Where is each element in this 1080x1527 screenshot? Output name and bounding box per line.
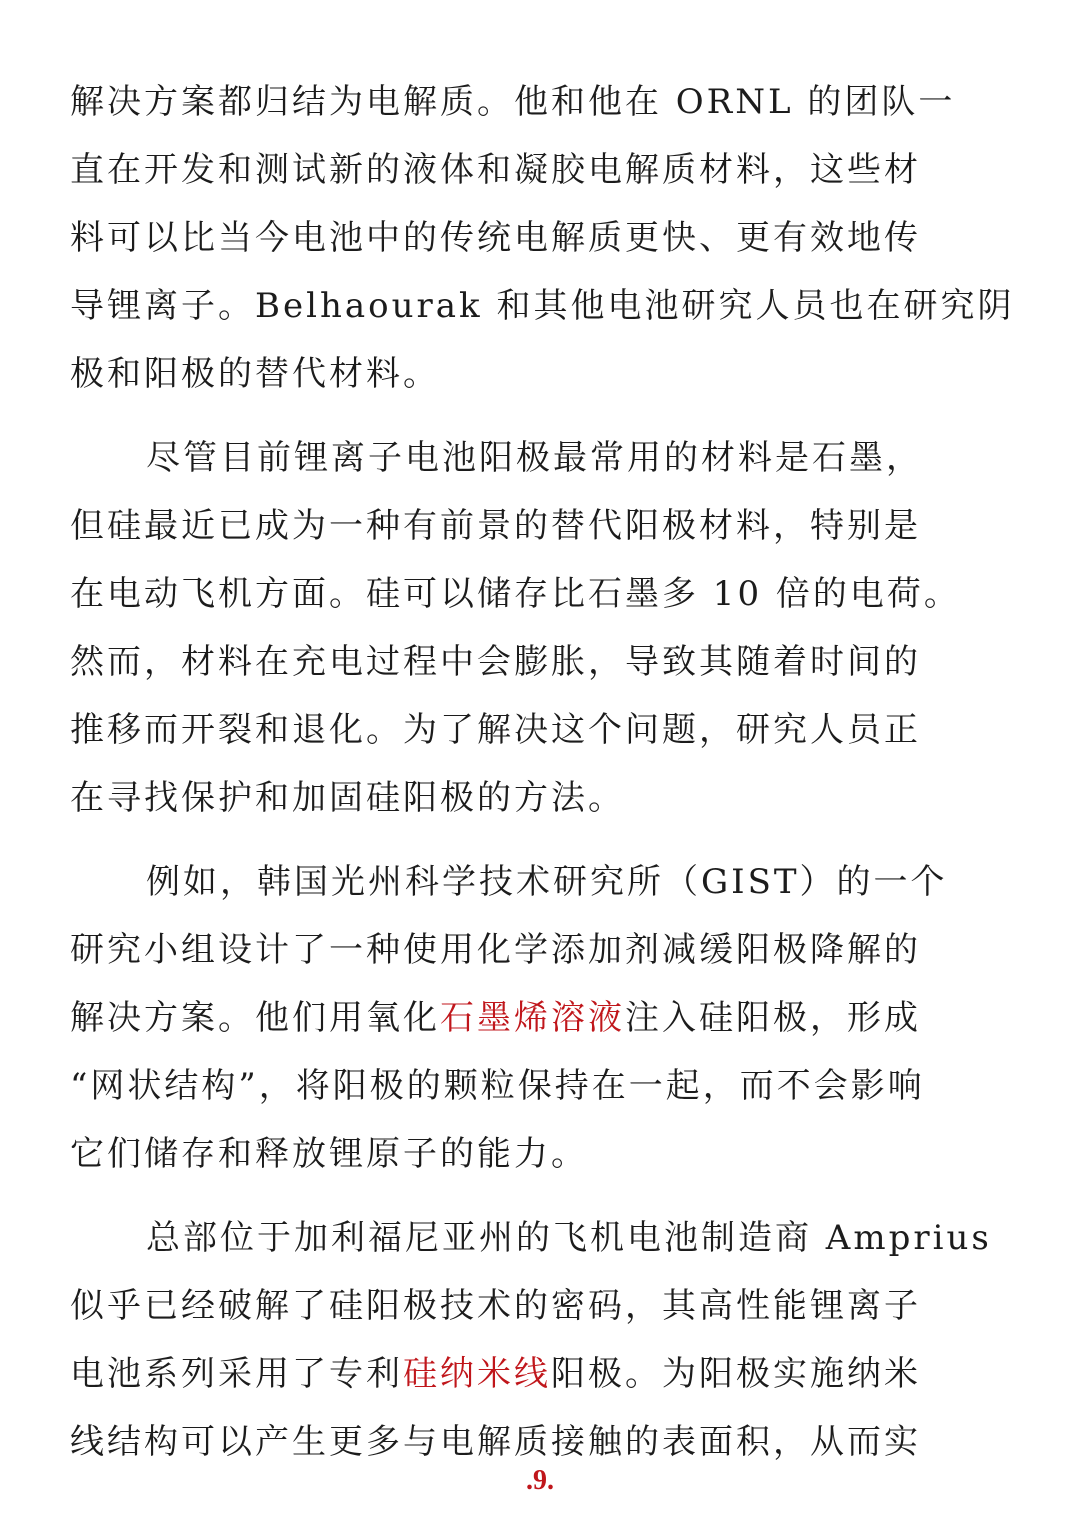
text-segment: 电池系列采用了专利 <box>70 1354 403 1394</box>
text-line: 直在开发和测试新的液体和凝胶电解质材料，这些材 <box>70 150 921 190</box>
highlighted-term: 石墨烯溶液 <box>440 998 625 1038</box>
page-number: .9. <box>526 1465 554 1496</box>
text-line: 推移而开裂和退化。为了解决这个问题，研究人员正 <box>70 710 921 750</box>
text-segment: 注入硅阳极，形成 <box>625 998 921 1038</box>
text-line-with-highlight <box>70 1340 1010 1408</box>
text-segment: 阳极。为阳极实施纳米 <box>551 1354 921 1394</box>
text-line: 在电动飞机方面。硅可以储存比石墨多 10 倍的电荷。 <box>70 574 961 614</box>
paragraph-4 <box>70 1204 1010 1476</box>
text-line: 料可以比当今电池中的传统电解质更快、更有效地传 <box>70 218 921 258</box>
article-body <box>70 68 1015 1476</box>
text-line: 线结构可以产生更多与电解质接触的表面积，从而实 <box>70 1422 921 1462</box>
text-line: 在寻找保护和加固硅阳极的方法。 <box>70 778 625 818</box>
text-segment: 解决方案。他们用氧化 <box>70 998 440 1038</box>
text-line: 似乎已经破解了硅阳极技术的密码，其高性能锂离子 <box>70 1286 921 1326</box>
paragraph-3 <box>70 848 1010 1188</box>
paragraph-2 <box>70 424 1010 832</box>
text-line: 解决方案都归结为电解质。他和他在 ORNL 的团队一 <box>70 82 956 122</box>
text-line: 研究小组设计了一种使用化学添加剂减缓阳极降解的 <box>70 930 921 970</box>
paragraph-spacer <box>70 1188 1010 1204</box>
text-line: 它们储存和释放锂原子的能力。 <box>70 1134 588 1174</box>
text-line: 尽管目前锂离子电池阳极最常用的材料是石墨， <box>146 438 923 478</box>
text-line: 导锂离子。Belhaourak 和其他电池研究人员也在研究阴 <box>70 286 1015 326</box>
text-line-with-highlight <box>70 984 1010 1052</box>
paragraph-spacer <box>70 832 1010 848</box>
text-line: 然而，材料在充电过程中会膨胀，导致其随着时间的 <box>70 642 921 682</box>
text-line: 例如，韩国光州科学技术研究所（GIST）的一个 <box>146 862 948 902</box>
text-line: “网状结构”，将阳极的颗粒保持在一起，而不会影响 <box>70 1066 925 1106</box>
paragraph-spacer <box>70 408 1010 424</box>
text-line: 但硅最近已成为一种有前景的替代阳极材料，特别是 <box>70 506 921 546</box>
text-line: 极和阳极的替代材料。 <box>70 354 440 394</box>
highlighted-term: 硅纳米线 <box>403 1354 551 1394</box>
text-line: 总部位于加利福尼亚州的飞机电池制造商 Amprius <box>146 1218 992 1258</box>
paragraph-1 <box>70 68 1015 408</box>
